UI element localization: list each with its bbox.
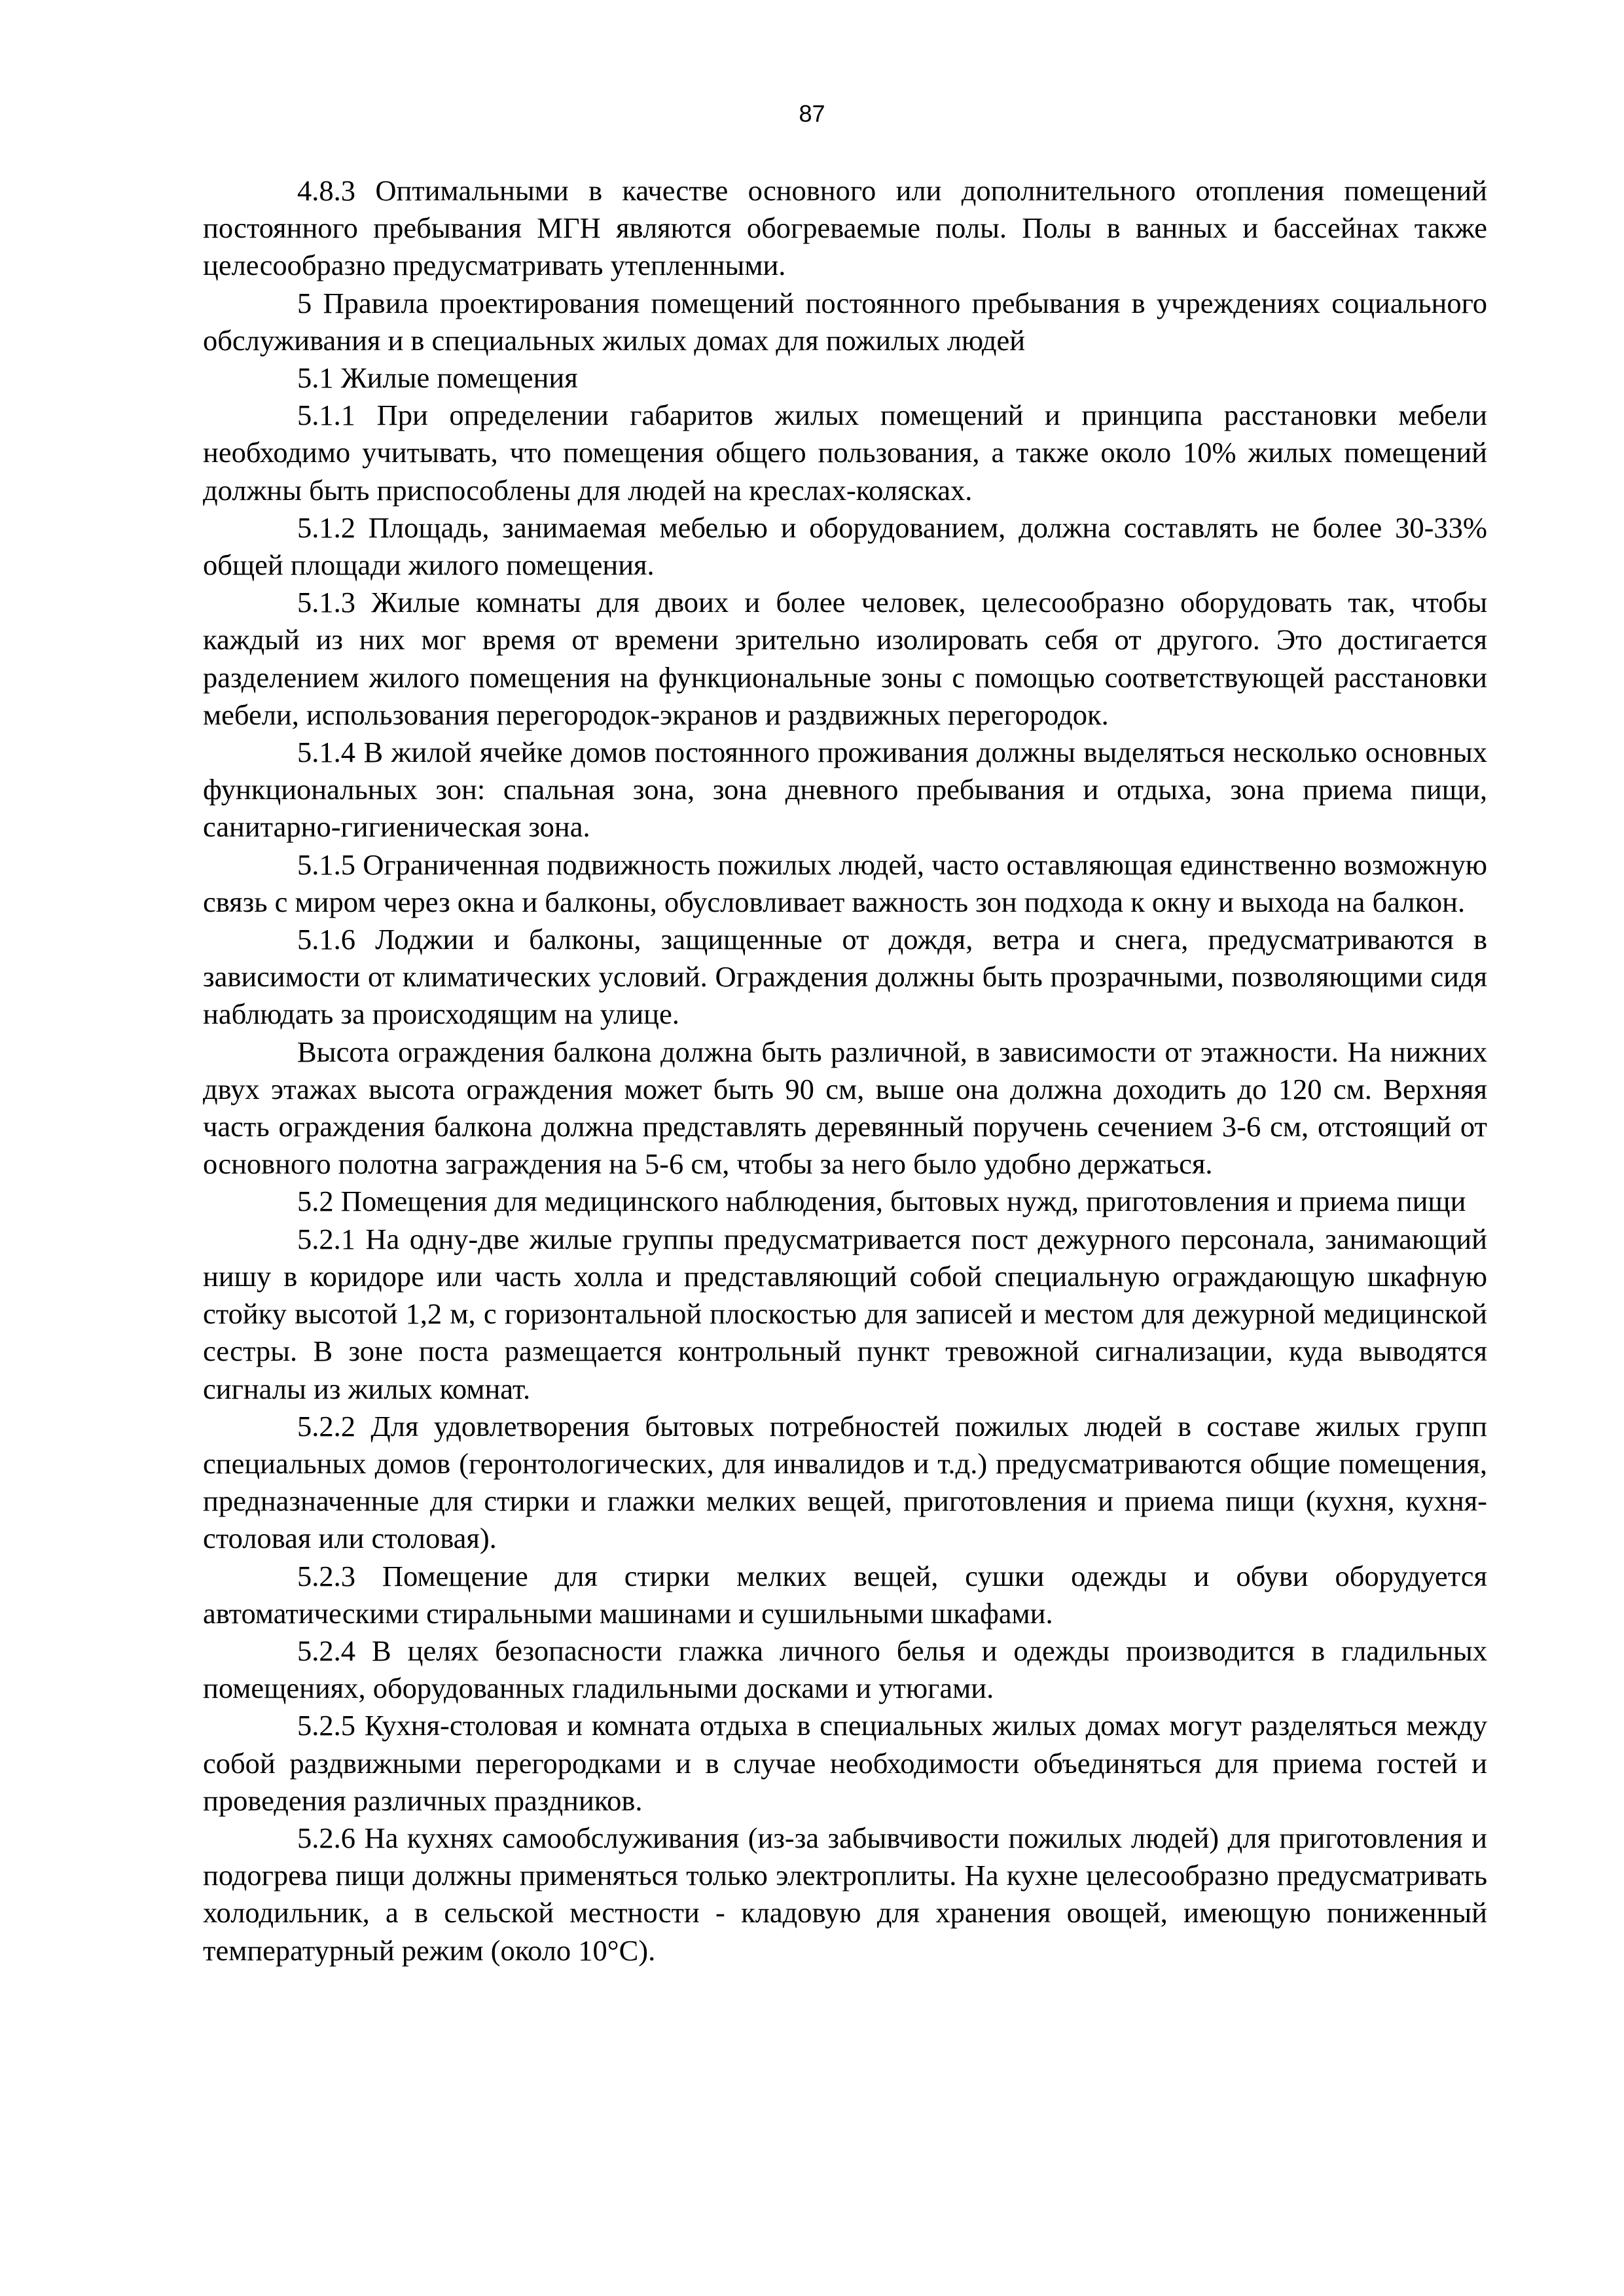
paragraph-5-1-5: 5.1.5 Ограниченная подвижность пожилых людей, часто оставляющая единственно возможную связь с миром через окна и балконы, обусловливает важность зон подхода к окну и выхода на балкон. xyxy=(203,848,1487,918)
paragraph-5-1-1: 5.1.1 При определении габаритов жилых помещений и принципа расстановки мебели необходимо учитывать, что помещения общего пользования, а также около 10% жилых помещений должны быть приспособлены для людей на креслах-колясках. xyxy=(203,399,1487,507)
paragraph-5-1-2: 5.1.2 Площадь, занимаемая мебелью и оборудованием, должна составлять не более 30-33% общей площади жилого помещения. xyxy=(203,511,1487,582)
paragraph-5-1-6: 5.1.6 Лоджии и балконы, защищенные от дождя, ветра и снега, предусматриваются в зависимости от климатических условий. Ограждения должны быть прозрачными, позволяющими сидя наблюдать за происходящим на улице. xyxy=(203,923,1487,1031)
page-number: 87 xyxy=(799,100,825,127)
paragraph-balcony-railing-height: Высота ограждения балкона должна быть различной, в зависимости от этажности. На нижних двух этажах высота ограждения может быть 90 см, выше она должна доходить до 120 см. Верхняя часть ограждения балкона должна представлять деревянный поручень сечением 3-6 см, отстоящий от основного полотна заграждения на 5-6 см, чтобы за него было удобно держаться. xyxy=(203,1035,1487,1181)
paragraph-5-2-4: 5.2.4 В целях безопасности глажка личного белья и одежды производится в гладильных помещениях, оборудованных гладильными досками и утюгами. xyxy=(203,1634,1487,1705)
paragraph-5-2-6: 5.2.6 На кухнях самообслуживания (из-за забывчивости пожилых людей) для приготовления и подогрева пищи должны применяться только электроплиты. На кухне целесообразно предусматривать холодильник, а в сельской местности - кладовую для хранения овощей, имеющую пониженный температурный режим (около 10°С). xyxy=(203,1821,1487,1967)
section-heading-5: 5 Правила проектирования помещений постоянного пребывания в учреждениях социального обслуживания и в специальных жилых домах для пожилых людей xyxy=(203,286,1487,357)
paragraph-5-1-4: 5.1.4 В жилой ячейке домов постоянного проживания должны выделяться несколько основных функциональных зон: спальная зона, зона дневного пребывания и отдыха, зона приема пищи, санитарно-гигиеническая зона. xyxy=(203,736,1487,844)
paragraph-5-2-5: 5.2.5 Кухня-столовая и комната отдыха в специальных жилых домах могут разделяться между собой раздвижными перегородками и в случае необходимости объединяться для приема гостей и проведения различных праздников. xyxy=(203,1709,1487,1817)
subsection-heading-5-2: 5.2 Помещения для медицинского наблюдения, бытовых нужд, приготовления и приема пищи xyxy=(297,1185,1466,1218)
paragraph-5-1-3: 5.1.3 Жилые комнаты для двоих и более человек, целесообразно оборудовать так, чтобы каждый из них мог время от времени зрительно изолировать себя от другого. Это достигается разделением жилого помещения на функциональные зоны с помощью соответствующей расстановки мебели, использования перегородок-экранов и раздвижных перегородок. xyxy=(203,586,1487,731)
paragraph-5-2-1: 5.2.1 На одну-две жилые группы предусматривается пост дежурного персонала, занимающий нишу в коридоре или часть холла и представляющий собой специальную ограждающую шкафную стойку высотой 1,2 м, с горизонтальной плоскостью для записей и местом для дежурной медицинской сестры. В зоне поста размещается контрольный пункт тревожной сигнализации, куда выводятся сигналы из жилых комнат. xyxy=(203,1222,1487,1405)
paragraph-5-2-3: 5.2.3 Помещение для стирки мелких вещей, сушки одежды и обуви оборудуется автоматическими стиральными машинами и сушильными шкафами. xyxy=(203,1559,1487,1630)
document-body xyxy=(203,172,1487,1969)
subsection-heading-5-1: 5.1 Жилые помещения xyxy=(297,361,578,395)
paragraph-5-2-2: 5.2.2 Для удовлетворения бытовых потребностей пожилых людей в составе жилых групп специальных домов (геронтологических, для инвалидов и т.д.) предусматриваются общие помещения, предназначенные для стирки и глажки мелких вещей, приготовления и приема пищи (кухня, кухня-столовая или столовая). xyxy=(203,1409,1487,1555)
paragraph-4-8-3: 4.8.3 Оптимальными в качестве основного или дополнительного отопления помещений постоянного пребывания МГН являются обогреваемые полы. Полы в ванных и бассейнах также целесообразно предусматривать утепленными. xyxy=(203,174,1487,282)
